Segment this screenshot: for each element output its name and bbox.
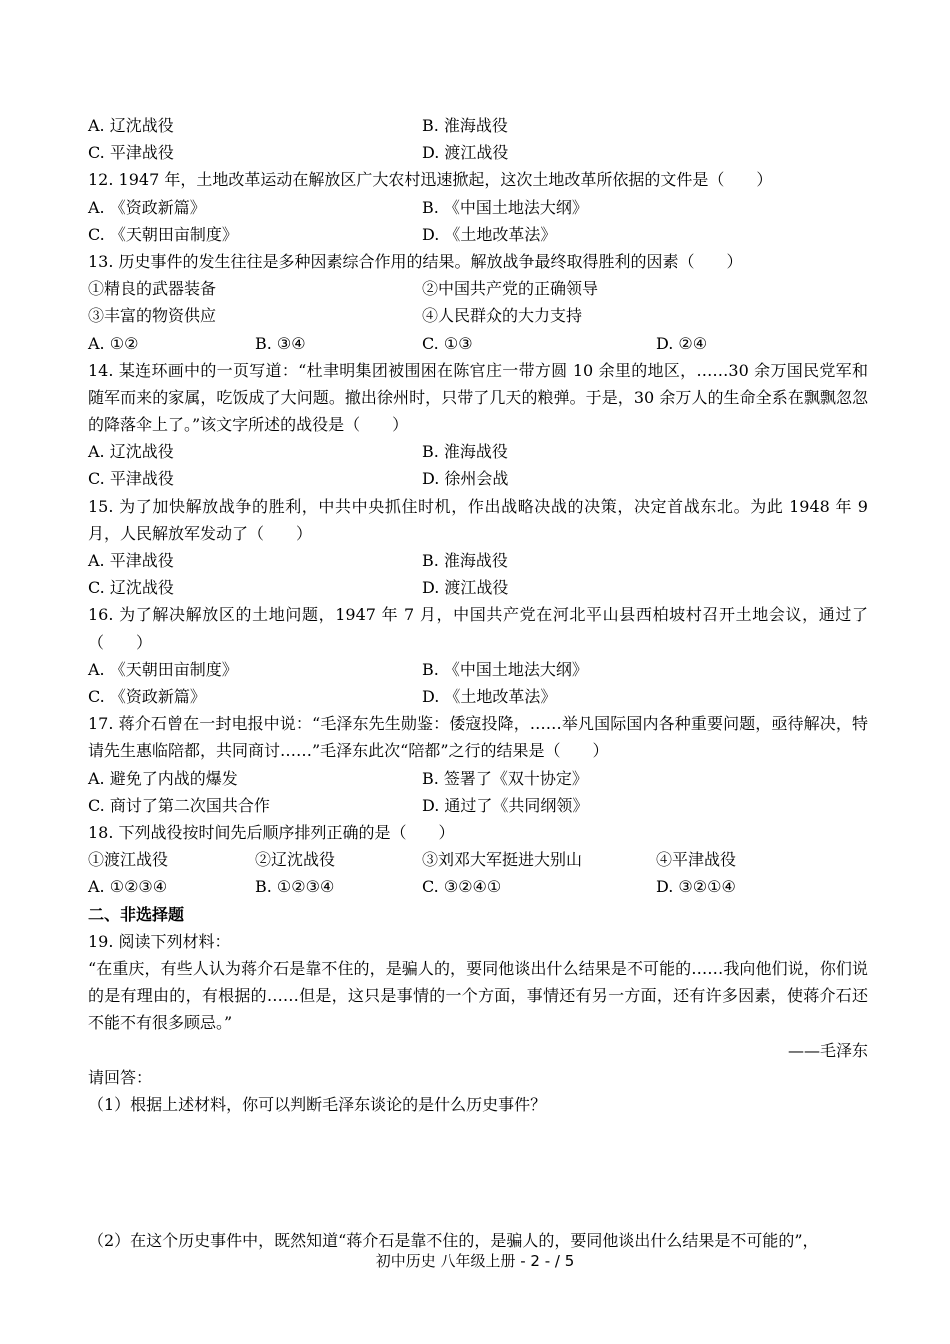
q16-stem: 16. 为了解决解放区的土地问题，1947 年 7 月，中国共产党在河北平山县西柏坡村召开土地会议，通过了（ ）: [88, 605, 868, 652]
q17-options-row1: [88, 765, 868, 792]
q13-option-c: C. ①③: [422, 333, 473, 353]
q12-option-c: C. 《天朝田亩制度》: [88, 224, 238, 244]
q18-option-a: A. ①②③④: [88, 877, 168, 897]
answer-space: [88, 1118, 868, 1227]
q14-option-c: C. 平津战役: [88, 469, 174, 489]
q16-option-b: B. 《中国土地法大纲》: [422, 659, 588, 679]
q16-option-c: C. 《资政新篇》: [88, 687, 206, 707]
q13-item-3: ③丰富的物资供应: [88, 306, 217, 326]
q11-option-b: B. 淮海战役: [422, 116, 508, 135]
q18-item-2: ②辽沈战役: [255, 850, 336, 870]
q17-stem: 17. 蒋介石曾在一封电报中说：“毛泽东先生勋鉴：倭寇投降，……举凡国际国内各种重要问题，亟待解决，特请先生惠临陪都，共同商讨……”毛泽东此次“陪都”之行的结果是（ ）: [88, 714, 868, 761]
q14-option-a: A. 辽沈战役: [88, 442, 174, 462]
q18-options: [88, 873, 868, 900]
q15-stem: 15. 为了加快解放战争的胜利，中共中央抓住时机，作出战略决战的决策，决定首战东北。为此 1948 年 9 月，人民解放军发动了（ ）: [88, 496, 868, 543]
q13-item-2: ②中国共产党的正确领导: [422, 279, 599, 299]
q16-option-d: D. 《土地改革法》: [422, 687, 557, 707]
q14-options-row1: [88, 438, 868, 465]
q14-stem: 14. 某连环画中的一页写道：“杜聿明集团被围困在陈官庄一带方圆 10 余里的地区，……30 余万国民党军和随军而来的家属，吃饭成了大问题。撤出徐州时，只带了几天的粮弹。于是，30 余万人的生命全系在飘飘忽忽的降落伞上了。”该文字所述的战役是（ ）: [88, 360, 868, 435]
q14-option-d: D. 徐州会战: [422, 469, 509, 489]
section-title: 二、非选择题: [88, 904, 185, 924]
q19-material: “在重庆，有些人认为蒋介石是靠不住的，是骗人的，要同他谈出什么结果是不可能的……我向他们说，你们说的是有理由的，有根据的……但是，这只是事情的一个方面，事情还有另一方面，还有许多因素，使蒋介石还不能不有很多顾忌。”: [88, 958, 868, 1033]
q13-option-a: A. ①②: [88, 333, 139, 353]
q15-option-b: B. 淮海战役: [422, 551, 508, 571]
q11-option-c: C. 平津战役: [88, 143, 174, 163]
q12-options-row2: [88, 221, 868, 248]
q18-option-d: D. ③②①④: [656, 877, 736, 897]
q13-option-d: D. ②④: [656, 333, 708, 353]
q19-sub2: （2）在这个历史事件中，既然知道“蒋介石是靠不住的，是骗人的，要同他谈出什么结果是不可能的”，: [88, 1231, 819, 1251]
q19-stem: 19. 阅读下列材料：: [88, 931, 231, 951]
q17-option-d: D. 通过了《共同纲领》: [422, 795, 589, 815]
q18-item-1: ①渡江战役: [88, 850, 169, 870]
q11-option-a: A. 辽沈战役: [88, 116, 174, 135]
q19-prompt: 请回答：: [88, 1067, 153, 1087]
q17-option-c: C. 商讨了第二次国共合作: [88, 795, 270, 815]
q13-options: [88, 330, 868, 357]
q16-options-row2: [88, 683, 868, 710]
q12-option-d: D. 《土地改革法》: [422, 224, 557, 244]
q12-option-b: B. 《中国土地法大纲》: [422, 197, 588, 217]
q13-item-4: ④人民群众的大力支持: [422, 306, 583, 326]
q17-option-b: B. 签署了《双十协定》: [422, 768, 588, 788]
q16-options-row1: [88, 656, 868, 683]
q13-option-b: B. ③④: [255, 333, 306, 353]
q13-stem: 13. 历史事件的发生往往是多种因素综合作用的结果。解放战争最终取得胜利的因素（ ）: [88, 251, 743, 271]
exam-page: [88, 112, 868, 1254]
q14-options-row2: [88, 465, 868, 492]
q15-option-c: C. 辽沈战役: [88, 578, 174, 598]
q15-options-row2: [88, 574, 868, 601]
q18-option-c: C. ③②④①: [422, 877, 502, 897]
q12-option-a: A. 《资政新篇》: [88, 197, 206, 217]
q11-options-row1: [88, 112, 868, 139]
q12-stem: 12. 1947 年，土地改革运动在解放区广大农村迅速掀起，这次土地改革所依据的文件是（ ）: [88, 170, 773, 190]
q13-item-1: ①精良的武器装备: [88, 279, 217, 299]
q13-items-row1: [88, 275, 868, 302]
q18-item-3: ③刘邓大军挺进大别山: [422, 850, 583, 870]
q12-options-row1: [88, 194, 868, 221]
q14-option-b: B. 淮海战役: [422, 442, 508, 462]
q18-items: [88, 846, 868, 873]
q19-sub1: （1）根据上述材料，你可以判断毛泽东谈论的是什么历史事件？: [88, 1094, 547, 1114]
q17-options-row2: [88, 792, 868, 819]
q15-options-row1: [88, 547, 868, 574]
q13-items-row2: [88, 302, 868, 329]
q18-item-4: ④平津战役: [656, 850, 737, 870]
q11-options-row2: [88, 139, 868, 166]
q15-option-d: D. 渡江战役: [422, 578, 509, 598]
q19-source: ——毛泽东: [787, 1040, 868, 1060]
q18-stem: 18. 下列战役按时间先后顺序排列正确的是（ ）: [88, 823, 455, 843]
q15-option-a: A. 平津战役: [88, 551, 174, 571]
q11-option-d: D. 渡江战役: [422, 143, 509, 163]
q16-option-a: A. 《天朝田亩制度》: [88, 659, 238, 679]
q18-option-b: B. ①②③④: [255, 877, 335, 897]
page-footer: 初中历史 八年级上册 - 2 - / 5: [375, 1252, 575, 1270]
q17-option-a: A. 避免了内战的爆发: [88, 768, 238, 788]
